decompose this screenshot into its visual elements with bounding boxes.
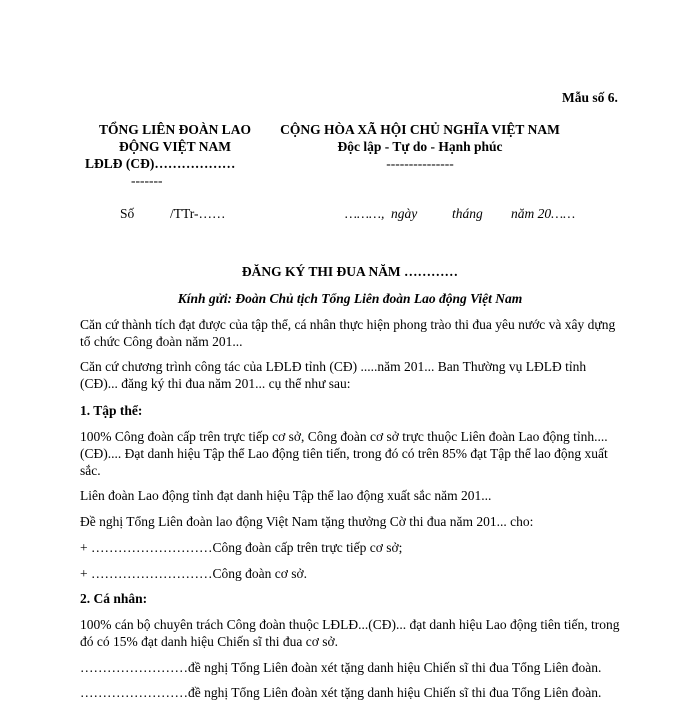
header-left-line1: TỔNG LIÊN ĐOÀN LAO — [99, 122, 251, 137]
list-item-1: + ………………………Công đoàn cấp trên trực tiếp cơ sở; — [80, 540, 403, 555]
date-month: tháng — [452, 206, 483, 221]
header-left — [75, 121, 275, 189]
section-heading-individual: 2. Cá nhân: — [80, 591, 148, 606]
national-title: CỘNG HÒA XÃ HỘI CHỦ NGHĨA VIỆT NAM — [280, 122, 560, 137]
national-motto: Độc lập - Tự do - Hạnh phúc — [337, 139, 503, 154]
paragraph-3: 100% Công đoàn cấp trên trực tiếp cơ sở, Công đoàn cơ sở trực thuộc Liên đoàn Lao động tỉnh....(CĐ).... Đạt danh hiệu Tập thể Lao động tiên tiến, trong đó có trên 85% đạt Tập thể lao động xuất sắc. — [80, 429, 608, 478]
section-heading-collective: 1. Tập thể: — [80, 403, 143, 418]
list-item-2: + ………………………Công đoàn cơ sở. — [80, 566, 308, 581]
doc-number-label: Số — [120, 206, 135, 221]
doc-number-suffix: /TTr-…… — [170, 206, 226, 221]
header-right — [270, 121, 570, 172]
form-number: Mẫu số 6. — [562, 90, 618, 105]
document-title: ĐĂNG KÝ THI ĐUA NĂM ………… — [241, 264, 459, 279]
paragraph-7: ……………………đề nghị Tổng Liên đoàn xét tặng danh hiệu Chiến sĩ thi đua Tổng Liên đoàn. — [80, 660, 602, 675]
header-left-divider: ------- — [131, 173, 163, 188]
paragraph-2: Căn cứ chương trình công tác của LĐLĐ tỉnh (CĐ) .....năm 201... Ban Thường vụ LĐLĐ tỉnh (CĐ)... đăng ký thi đua năm 201... cụ thể như sau: — [80, 359, 587, 391]
recipient-line: Kính gửi: Đoàn Chủ tịch Tổng Liên đoàn Lao động Việt Nam — [177, 291, 523, 306]
date-year: năm 20…… — [511, 206, 576, 221]
header-left-line3: LĐLĐ (CĐ)……………… — [85, 156, 236, 171]
paragraph-4: Liên đoàn Lao động tỉnh đạt danh hiệu Tập thể lao động xuất sắc năm 201... — [80, 488, 492, 503]
paragraph-1: Căn cứ thành tích đạt được của tập thể, cá nhân thực hiện phong trào thi đua yêu nước và xây dựng tổ chức Công đoàn năm 201... — [80, 317, 616, 349]
paragraph-5: Đề nghị Tổng Liên đoàn lao động Việt Nam tặng thưởng Cờ thi đua năm 201... cho: — [80, 514, 534, 529]
date-day: ngày — [391, 206, 418, 221]
header-right-divider: --------------- — [386, 156, 454, 171]
paragraph-8: ……………………đề nghị Tổng Liên đoàn xét tặng danh hiệu Chiến sĩ thi đua Tổng Liên đoàn. — [80, 685, 602, 700]
paragraph-6: 100% cán bộ chuyên trách Công đoàn thuộc LĐLĐ...(CĐ)... đạt danh hiệu Lao động tiên tiến, trong đó có 15% đạt danh hiệu Chiến sĩ thi đua cơ sở. — [80, 617, 620, 649]
place-placeholder: ………, — [345, 206, 385, 221]
header-left-line2: ĐỘNG VIỆT NAM — [118, 139, 231, 154]
